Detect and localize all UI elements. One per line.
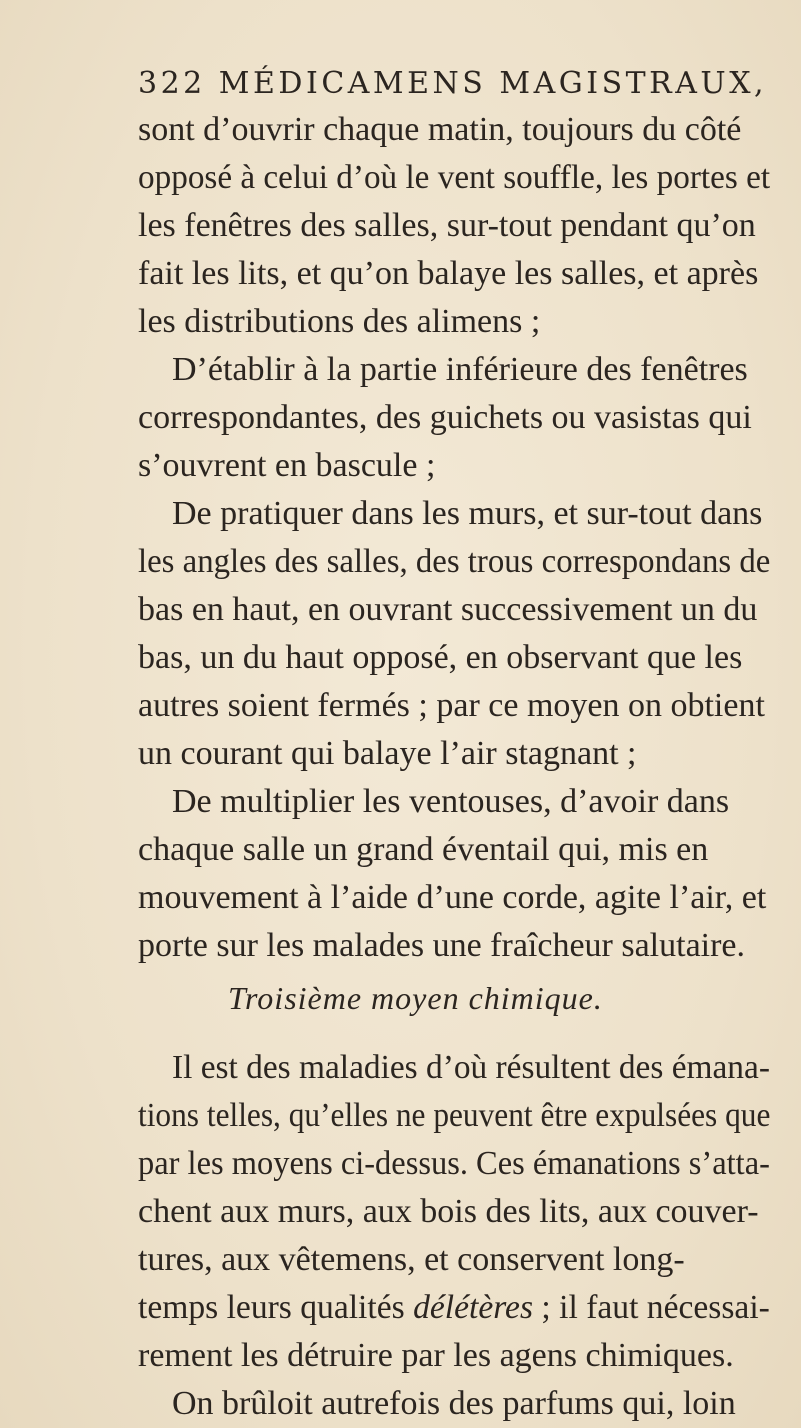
text-line: De pratiquer dans les murs, et sur-tout dans bbox=[172, 495, 763, 532]
text-line: par les moyens ci-dessus. Ces émanations s’atta- bbox=[138, 1145, 770, 1182]
text-line: tures, aux vêtemens, et conservent long- bbox=[138, 1241, 685, 1278]
text-line: D’établir à la partie inférieure des fenêtres bbox=[172, 351, 748, 388]
text-line: tions telles, qu’elles ne peuvent être expulsées que bbox=[138, 1097, 771, 1134]
text-line bbox=[138, 1288, 770, 1328]
section-heading: Troisième moyen chimique. bbox=[228, 980, 603, 1016]
text-line: porte sur les malades une fraîcheur salutaire. bbox=[138, 927, 746, 964]
text-line: un courant qui balaye l’air stagnant ; bbox=[138, 735, 637, 772]
italic-word: délétères bbox=[413, 1289, 534, 1326]
text-line: les angles des salles, des trous correspondans de bbox=[138, 543, 771, 580]
text-line: les distributions des alimens ; bbox=[138, 303, 541, 340]
text-line: autres soient fermés ; par ce moyen on obtient bbox=[138, 687, 765, 724]
text-line: les fenêtres des salles, sur-tout pendant qu’on bbox=[138, 207, 756, 244]
text-fragment: temps leurs qualités bbox=[138, 1289, 414, 1326]
text-line: Il est des maladies d’où résultent des émana- bbox=[172, 1049, 770, 1086]
text-line: rement les détruire par les agens chimiques. bbox=[138, 1337, 734, 1374]
text-fragment: ; il faut nécessai- bbox=[533, 1289, 770, 1326]
text-line: De multiplier les ventouses, d’avoir dans bbox=[172, 783, 730, 820]
text-line: chaque salle un grand éventail qui, mis en bbox=[138, 831, 709, 868]
text-line: sont d’ouvrir chaque matin, toujours du côté bbox=[138, 111, 742, 148]
text-line: bas, un du haut opposé, en observant que les bbox=[138, 639, 743, 676]
text-line: bas en haut, en ouvrant successivement un du bbox=[138, 591, 758, 628]
text-line: s’ouvrent en bascule ; bbox=[138, 447, 436, 484]
text-line: correspondantes, des guichets ou vasistas qui bbox=[138, 399, 752, 436]
running-head: 322 MÉDICAMENS MAGISTRAUX, bbox=[138, 66, 768, 101]
text-line: mouvement à l’aide d’une corde, agite l’air, et bbox=[138, 879, 767, 916]
text-line: chent aux murs, aux bois des lits, aux couver- bbox=[138, 1193, 759, 1230]
text-line: opposé à celui d’où le vent souffle, les portes et bbox=[138, 159, 771, 196]
text-line: On brûloit autrefois des parfums qui, loin bbox=[172, 1385, 736, 1422]
text-line: fait les lits, et qu’on balaye les salles, et après bbox=[138, 255, 759, 292]
